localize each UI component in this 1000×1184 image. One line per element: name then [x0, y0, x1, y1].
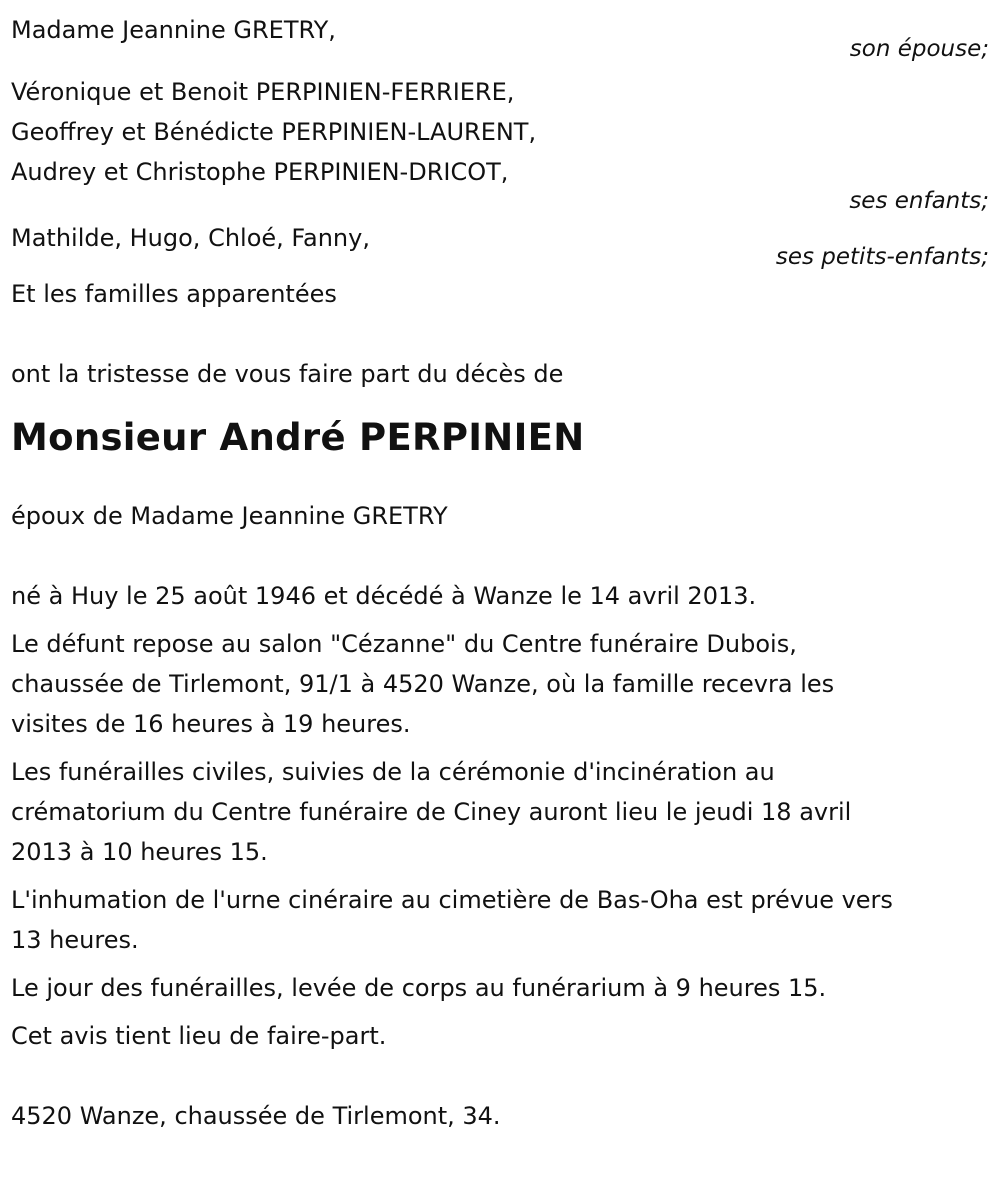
children-block: [11, 72, 989, 216]
resting-line: visites de 16 heures à 19 heures.: [11, 710, 411, 738]
child-line: Véronique et Benoit PERPINIEN-FERRIERE,: [11, 78, 515, 106]
announcement-line: ont la tristesse de vous faire part du décès de: [11, 360, 564, 388]
grandchildren-names: Mathilde, Hugo, Chloé, Fanny,: [11, 224, 370, 252]
spouse-relation: son épouse;: [849, 36, 989, 62]
funeral-paragraph: [11, 752, 989, 872]
procession-line: Le jour des funérailles, levée de corps au funérarium à 9 heures 15.: [11, 974, 827, 1002]
funeral-line: crématorium du Centre funéraire de Ciney auront lieu le jeudi 18 avril: [11, 798, 852, 826]
families-line: Et les familles apparentées: [11, 280, 337, 308]
grandchildren-relation: ses petits-enfants;: [775, 244, 989, 270]
spouse-name: Madame Jeannine GRETRY,: [11, 16, 336, 44]
spouse-block: [11, 10, 989, 64]
funeral-line: 2013 à 10 heures 15.: [11, 838, 268, 866]
birth-death-line: né à Huy le 25 août 1946 et décédé à Wanze le 14 avril 2013.: [11, 582, 757, 610]
child-line: Geoffrey et Bénédicte PERPINIEN-LAURENT,: [11, 118, 537, 146]
resting-line: Le défunt repose au salon "Cézanne" du Centre funéraire Dubois,: [11, 630, 797, 658]
burial-line: 13 heures.: [11, 926, 139, 954]
funeral-line: Les funérailles civiles, suivies de la cérémonie d'incinération au: [11, 758, 775, 786]
resting-line: chaussée de Tirlemont, 91/1 à 4520 Wanze, où la famille recevra les: [11, 670, 835, 698]
burial-paragraph: [11, 880, 989, 960]
burial-line: L'inhumation de l'urne cinéraire au cimetière de Bas-Oha est prévue vers: [11, 886, 893, 914]
spouse-of-line: époux de Madame Jeannine GRETRY: [11, 502, 448, 530]
grandchildren-block: [11, 218, 989, 272]
resting-paragraph: [11, 624, 989, 744]
address-line: 4520 Wanze, chaussée de Tirlemont, 34.: [11, 1102, 501, 1130]
child-line: Audrey et Christophe PERPINIEN-DRICOT,: [11, 158, 509, 186]
notice-line: Cet avis tient lieu de faire-part.: [11, 1022, 387, 1050]
obituary-notice: [11, 10, 989, 1136]
children-relation: ses enfants;: [849, 188, 989, 214]
deceased-name: Monsieur André PERPINIEN: [11, 416, 585, 459]
